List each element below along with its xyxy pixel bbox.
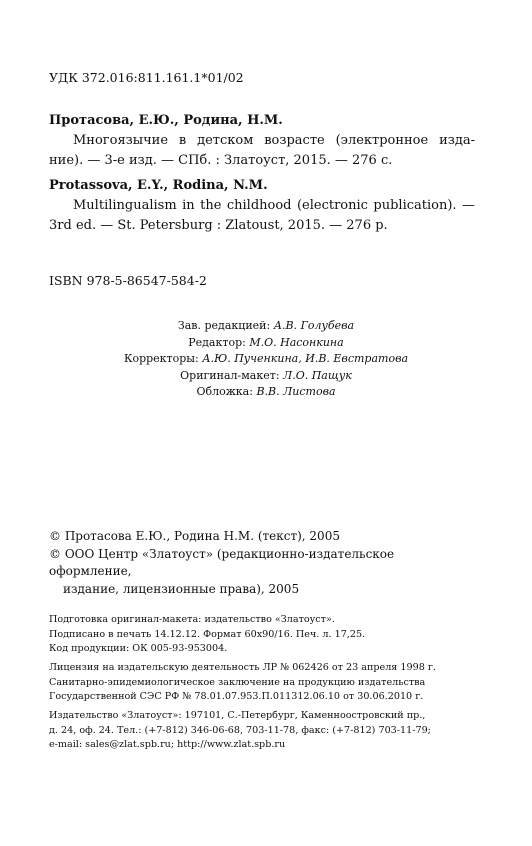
license-line: Государственной СЭС РФ № 78.01.07.953.П.011312.06.10 от 30.06.2010 г. (49, 691, 424, 703)
credit-line (60, 335, 472, 352)
publisher-line: д. 24, оф. 24. Тел.: (+7-812) 346-06-68, 703-11-78, факс: (+7-812) 703-11-79; (49, 724, 431, 736)
credit-role: Зав. редакцией: (177, 319, 271, 332)
credit-name: А.В. Голубева (273, 319, 355, 332)
credit-role: Редактор: (188, 335, 246, 349)
production-line: Подготовка оригинал-макета: издательство «Златоуст». (49, 614, 335, 625)
isbn: ISBN 978-5-86547-584-2 (49, 273, 207, 288)
publisher-block (49, 709, 475, 753)
license-line: Санитарно-эпидемиологическое заключение на продукцию издательства (49, 676, 426, 688)
copyright-block (49, 528, 475, 598)
copyright-line: © ООО Центр «Златоуст» (редакционно-издательское оформление, (49, 546, 395, 578)
credit-role: Оригинал-макет: (180, 368, 280, 382)
udk-code: УДК 372.016:811.161.1*01/02 (49, 70, 244, 85)
entry-authors: Protassova, E.Y., Rodina, N.M. (49, 178, 268, 193)
entry-description: Многоязычие в детском возрасте (электронное изда-ние). — 3-е изд. — СПб. : Златоуст, 2015. — 276 с. (49, 133, 475, 168)
license-block (49, 661, 475, 705)
credit-name: Л.О. Пащук (283, 368, 352, 382)
credit-name: В.В. Листова (256, 385, 336, 399)
publisher-line: e-mail: sales@zlat.spb.ru; http://www.zlat.spb.ru (49, 739, 286, 751)
entry-authors: Протасова, Е.Ю., Родина, Н.М. (49, 113, 283, 128)
production-block (49, 613, 475, 657)
production-line: Код продукции: ОК 005-93-953004. (49, 643, 228, 655)
credit-line (60, 351, 472, 368)
production-line: Подписано в печать 14.12.12. Формат 60х90/16. Печ. л. 17,25. (49, 628, 366, 640)
entry-description: Multilingualism in the childhood (electronic publication). — 3rd ed. — St. Petersburg : Zlatoust, 2015. — 276 p. (49, 198, 475, 233)
license-line: Лицензия на издательскую деятельность ЛР № 062426 от 23 апреля 1998 г. (49, 662, 436, 673)
credit-role: Обложка: (196, 385, 253, 399)
publisher-line: Издательство «Златоуст»: 197101, С.-Петербург, Каменноостровский пр., (49, 710, 426, 721)
credits-block (60, 318, 472, 401)
credit-name: М.О. Насонкина (249, 335, 344, 349)
bibliographic-entry-ru (49, 111, 475, 171)
credit-line (60, 384, 472, 401)
credit-line (60, 318, 472, 335)
bibliographic-entry-en (49, 176, 475, 236)
credit-name: А.Ю. Пученкина, И.В. Евстратова (202, 352, 409, 366)
copyright-line: издание, лицензионные права), 2005 (63, 581, 300, 596)
copyright-line: © Протасова Е.Ю., Родина Н.М. (текст), 2005 (49, 529, 340, 543)
credit-role: Корректоры: (123, 352, 199, 366)
credit-line (60, 368, 472, 385)
